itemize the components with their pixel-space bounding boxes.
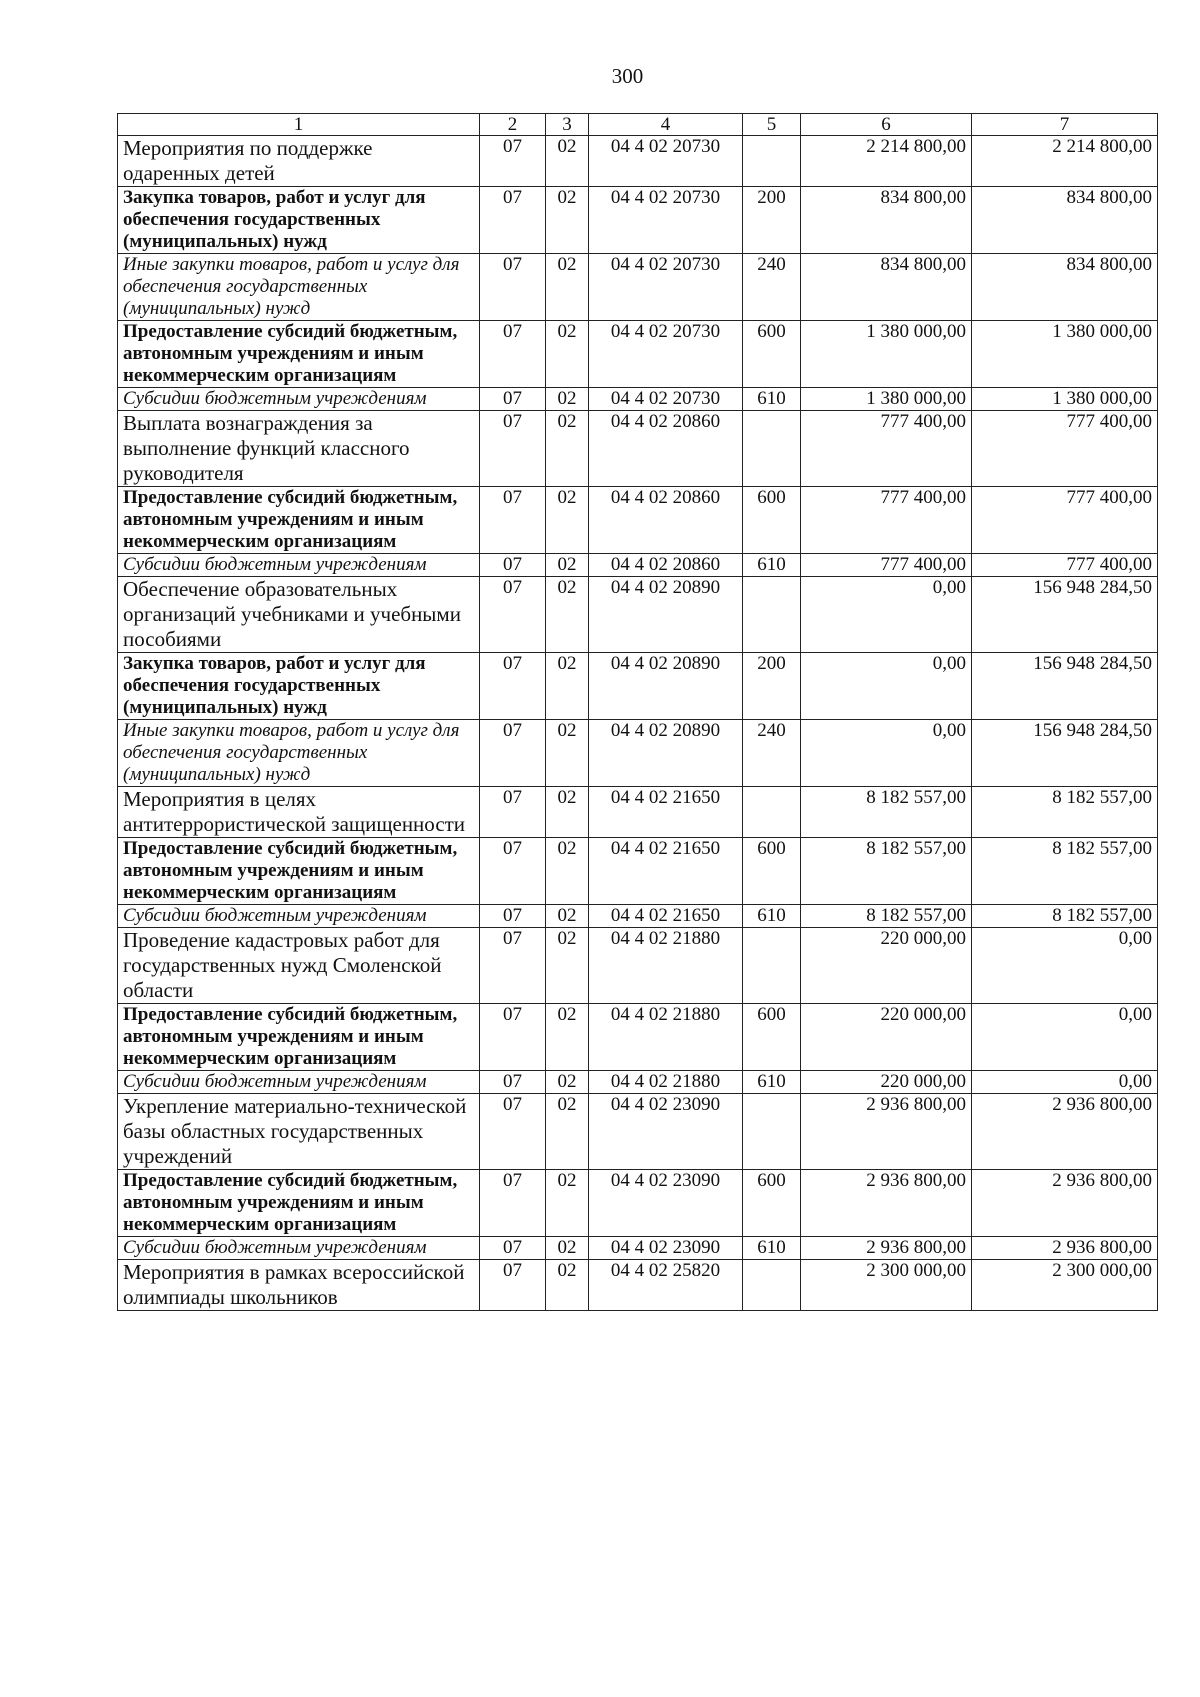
subsection-code-cell: 02 xyxy=(546,388,589,411)
table-row xyxy=(118,928,1158,1004)
amount-col7-cell: 777 400,00 xyxy=(972,411,1158,487)
subsection-code-cell: 02 xyxy=(546,187,589,254)
expense-name-cell: Обеспечение образовательных организаций учебниками и учебными пособиями xyxy=(118,577,480,653)
section-code-cell: 07 xyxy=(480,653,546,720)
expense-name-cell: Субсидии бюджетным учреждениям xyxy=(118,554,480,577)
section-code-cell: 07 xyxy=(480,1004,546,1071)
expense-name-cell: Мероприятия по поддержке одаренных детей xyxy=(118,136,480,187)
expense-type-cell: 600 xyxy=(743,487,801,554)
expense-name-cell: Предоставление субсидий бюджетным, автономным учреждениям и иным некоммерческим организациям xyxy=(118,1170,480,1237)
expense-name-cell: Предоставление субсидий бюджетным, автономным учреждениям и иным некоммерческим организациям xyxy=(118,487,480,554)
table-row xyxy=(118,838,1158,905)
expense-name-cell: Мероприятия в целях антитеррористической защищенности xyxy=(118,787,480,838)
subsection-code-cell: 02 xyxy=(546,1260,589,1311)
table-row xyxy=(118,388,1158,411)
expense-name-cell: Предоставление субсидий бюджетным, автономным учреждениям и иным некоммерческим организациям xyxy=(118,838,480,905)
amount-col7-cell: 2 936 800,00 xyxy=(972,1170,1158,1237)
expense-type-cell: 600 xyxy=(743,838,801,905)
subsection-code-cell: 02 xyxy=(546,1170,589,1237)
expense-type-cell: 200 xyxy=(743,653,801,720)
amount-col6-cell: 2 214 800,00 xyxy=(801,136,972,187)
target-article-cell: 04 4 02 21650 xyxy=(589,787,743,838)
amount-col7-cell: 777 400,00 xyxy=(972,554,1158,577)
target-article-cell: 04 4 02 20860 xyxy=(589,487,743,554)
expense-type-cell xyxy=(743,136,801,187)
amount-col6-cell: 777 400,00 xyxy=(801,411,972,487)
section-code-cell: 07 xyxy=(480,1094,546,1170)
amount-col6-cell: 8 182 557,00 xyxy=(801,838,972,905)
amount-col7-cell: 1 380 000,00 xyxy=(972,321,1158,388)
subsection-code-cell: 02 xyxy=(546,411,589,487)
section-code-cell: 07 xyxy=(480,838,546,905)
section-code-cell: 07 xyxy=(480,1071,546,1094)
subsection-code-cell: 02 xyxy=(546,720,589,787)
table-row xyxy=(118,1237,1158,1260)
subsection-code-cell: 02 xyxy=(546,787,589,838)
amount-col6-cell: 2 936 800,00 xyxy=(801,1237,972,1260)
amount-col7-cell: 777 400,00 xyxy=(972,487,1158,554)
expense-name-cell: Предоставление субсидий бюджетным, автономным учреждениям и иным некоммерческим организациям xyxy=(118,1004,480,1071)
table-row xyxy=(118,554,1158,577)
expense-type-cell: 240 xyxy=(743,254,801,321)
target-article-cell: 04 4 02 20730 xyxy=(589,254,743,321)
amount-col7-cell: 834 800,00 xyxy=(972,187,1158,254)
expense-type-cell: 200 xyxy=(743,187,801,254)
expense-type-cell: 610 xyxy=(743,388,801,411)
table-row xyxy=(118,1170,1158,1237)
table-row xyxy=(118,487,1158,554)
amount-col6-cell: 220 000,00 xyxy=(801,928,972,1004)
expense-type-cell: 610 xyxy=(743,905,801,928)
section-code-cell: 07 xyxy=(480,136,546,187)
expense-name-cell: Укрепление материально-технической базы областных государственных учреждений xyxy=(118,1094,480,1170)
target-article-cell: 04 4 02 20730 xyxy=(589,187,743,254)
amount-col7-cell: 0,00 xyxy=(972,1004,1158,1071)
subsection-code-cell: 02 xyxy=(546,1071,589,1094)
expense-name-cell: Закупка товаров, работ и услуг для обеспечения государственных (муниципальных) нужд xyxy=(118,187,480,254)
amount-col6-cell: 1 380 000,00 xyxy=(801,321,972,388)
table-row xyxy=(118,720,1158,787)
target-article-cell: 04 4 02 23090 xyxy=(589,1170,743,1237)
amount-col6-cell: 1 380 000,00 xyxy=(801,388,972,411)
amount-col6-cell: 777 400,00 xyxy=(801,554,972,577)
subsection-code-cell: 02 xyxy=(546,1094,589,1170)
section-code-cell: 07 xyxy=(480,905,546,928)
amount-col7-cell: 8 182 557,00 xyxy=(972,838,1158,905)
amount-col7-cell: 156 948 284,50 xyxy=(972,653,1158,720)
amount-col6-cell: 8 182 557,00 xyxy=(801,787,972,838)
column-header: 7 xyxy=(972,114,1158,136)
expense-type-cell xyxy=(743,1094,801,1170)
subsection-code-cell: 02 xyxy=(546,905,589,928)
section-code-cell: 07 xyxy=(480,1237,546,1260)
expense-type-cell xyxy=(743,411,801,487)
table-row xyxy=(118,1004,1158,1071)
amount-col7-cell: 834 800,00 xyxy=(972,254,1158,321)
table-row xyxy=(118,1260,1158,1311)
expense-name-cell: Иные закупки товаров, работ и услуг для обеспечения государственных (муниципальных) нужд xyxy=(118,720,480,787)
table-body xyxy=(118,136,1158,1311)
amount-col6-cell: 834 800,00 xyxy=(801,187,972,254)
column-header: 3 xyxy=(546,114,589,136)
amount-col7-cell: 8 182 557,00 xyxy=(972,905,1158,928)
column-header: 2 xyxy=(480,114,546,136)
amount-col7-cell: 156 948 284,50 xyxy=(972,720,1158,787)
amount-col7-cell: 1 380 000,00 xyxy=(972,388,1158,411)
section-code-cell: 07 xyxy=(480,928,546,1004)
table-header-row xyxy=(118,114,1158,136)
column-header: 1 xyxy=(118,114,480,136)
amount-col6-cell: 0,00 xyxy=(801,720,972,787)
subsection-code-cell: 02 xyxy=(546,577,589,653)
target-article-cell: 04 4 02 21880 xyxy=(589,1004,743,1071)
expense-type-cell: 610 xyxy=(743,554,801,577)
table-row xyxy=(118,653,1158,720)
amount-col7-cell: 0,00 xyxy=(972,928,1158,1004)
section-code-cell: 07 xyxy=(480,388,546,411)
subsection-code-cell: 02 xyxy=(546,928,589,1004)
target-article-cell: 04 4 02 20860 xyxy=(589,411,743,487)
expense-type-cell: 600 xyxy=(743,321,801,388)
section-code-cell: 07 xyxy=(480,411,546,487)
target-article-cell: 04 4 02 20730 xyxy=(589,321,743,388)
expense-name-cell: Субсидии бюджетным учреждениям xyxy=(118,388,480,411)
section-code-cell: 07 xyxy=(480,720,546,787)
section-code-cell: 07 xyxy=(480,577,546,653)
table-row xyxy=(118,787,1158,838)
table-row xyxy=(118,1071,1158,1094)
expense-type-cell xyxy=(743,787,801,838)
column-header: 5 xyxy=(743,114,801,136)
target-article-cell: 04 4 02 23090 xyxy=(589,1237,743,1260)
target-article-cell: 04 4 02 20860 xyxy=(589,554,743,577)
table-row xyxy=(118,411,1158,487)
target-article-cell: 04 4 02 21650 xyxy=(589,905,743,928)
subsection-code-cell: 02 xyxy=(546,1237,589,1260)
target-article-cell: 04 4 02 20890 xyxy=(589,577,743,653)
section-code-cell: 07 xyxy=(480,254,546,321)
amount-col7-cell: 2 214 800,00 xyxy=(972,136,1158,187)
subsection-code-cell: 02 xyxy=(546,487,589,554)
amount-col7-cell: 2 936 800,00 xyxy=(972,1237,1158,1260)
amount-col7-cell: 2 300 000,00 xyxy=(972,1260,1158,1311)
amount-col6-cell: 220 000,00 xyxy=(801,1071,972,1094)
amount-col7-cell: 0,00 xyxy=(972,1071,1158,1094)
expense-name-cell: Выплата вознаграждения за выполнение функций классного руководителя xyxy=(118,411,480,487)
expense-type-cell xyxy=(743,1260,801,1311)
expense-name-cell: Проведение кадастровых работ для государственных нужд Смоленской области xyxy=(118,928,480,1004)
section-code-cell: 07 xyxy=(480,487,546,554)
target-article-cell: 04 4 02 20730 xyxy=(589,136,743,187)
target-article-cell: 04 4 02 21880 xyxy=(589,1071,743,1094)
amount-col7-cell: 156 948 284,50 xyxy=(972,577,1158,653)
expense-name-cell: Мероприятия в рамках всероссийской олимпиады школьников xyxy=(118,1260,480,1311)
amount-col6-cell: 220 000,00 xyxy=(801,1004,972,1071)
expense-type-cell: 610 xyxy=(743,1237,801,1260)
budget-table xyxy=(117,113,1158,1311)
table-row xyxy=(118,577,1158,653)
subsection-code-cell: 02 xyxy=(546,554,589,577)
column-header: 6 xyxy=(801,114,972,136)
table-row xyxy=(118,905,1158,928)
subsection-code-cell: 02 xyxy=(546,838,589,905)
expense-type-cell: 600 xyxy=(743,1170,801,1237)
amount-col7-cell: 8 182 557,00 xyxy=(972,787,1158,838)
amount-col6-cell: 2 936 800,00 xyxy=(801,1170,972,1237)
amount-col6-cell: 8 182 557,00 xyxy=(801,905,972,928)
expense-name-cell: Субсидии бюджетным учреждениям xyxy=(118,1237,480,1260)
section-code-cell: 07 xyxy=(480,321,546,388)
column-header: 4 xyxy=(589,114,743,136)
target-article-cell: 04 4 02 23090 xyxy=(589,1094,743,1170)
expense-name-cell: Иные закупки товаров, работ и услуг для обеспечения государственных (муниципальных) нужд xyxy=(118,254,480,321)
amount-col7-cell: 2 936 800,00 xyxy=(972,1094,1158,1170)
section-code-cell: 07 xyxy=(480,554,546,577)
amount-col6-cell: 2 300 000,00 xyxy=(801,1260,972,1311)
table-row xyxy=(118,136,1158,187)
subsection-code-cell: 02 xyxy=(546,653,589,720)
amount-col6-cell: 834 800,00 xyxy=(801,254,972,321)
subsection-code-cell: 02 xyxy=(546,136,589,187)
amount-col6-cell: 2 936 800,00 xyxy=(801,1094,972,1170)
target-article-cell: 04 4 02 25820 xyxy=(589,1260,743,1311)
section-code-cell: 07 xyxy=(480,187,546,254)
table-row xyxy=(118,321,1158,388)
subsection-code-cell: 02 xyxy=(546,1004,589,1071)
amount-col6-cell: 0,00 xyxy=(801,577,972,653)
subsection-code-cell: 02 xyxy=(546,254,589,321)
amount-col6-cell: 777 400,00 xyxy=(801,487,972,554)
expense-type-cell xyxy=(743,577,801,653)
expense-name-cell: Субсидии бюджетным учреждениям xyxy=(118,905,480,928)
expense-name-cell: Закупка товаров, работ и услуг для обеспечения государственных (муниципальных) нужд xyxy=(118,653,480,720)
target-article-cell: 04 4 02 20890 xyxy=(589,720,743,787)
target-article-cell: 04 4 02 20730 xyxy=(589,388,743,411)
page-number: 300 xyxy=(611,64,644,88)
table-row xyxy=(118,254,1158,321)
expense-type-cell: 600 xyxy=(743,1004,801,1071)
expense-type-cell: 610 xyxy=(743,1071,801,1094)
amount-col6-cell: 0,00 xyxy=(801,653,972,720)
section-code-cell: 07 xyxy=(480,1170,546,1237)
target-article-cell: 04 4 02 20890 xyxy=(589,653,743,720)
expense-type-cell: 240 xyxy=(743,720,801,787)
section-code-cell: 07 xyxy=(480,1260,546,1311)
expense-name-cell: Субсидии бюджетным учреждениям xyxy=(118,1071,480,1094)
table-row xyxy=(118,1094,1158,1170)
expense-name-cell: Предоставление субсидий бюджетным, автономным учреждениям и иным некоммерческим организациям xyxy=(118,321,480,388)
target-article-cell: 04 4 02 21650 xyxy=(589,838,743,905)
table-row xyxy=(118,187,1158,254)
section-code-cell: 07 xyxy=(480,787,546,838)
expense-type-cell xyxy=(743,928,801,1004)
subsection-code-cell: 02 xyxy=(546,321,589,388)
target-article-cell: 04 4 02 21880 xyxy=(589,928,743,1004)
